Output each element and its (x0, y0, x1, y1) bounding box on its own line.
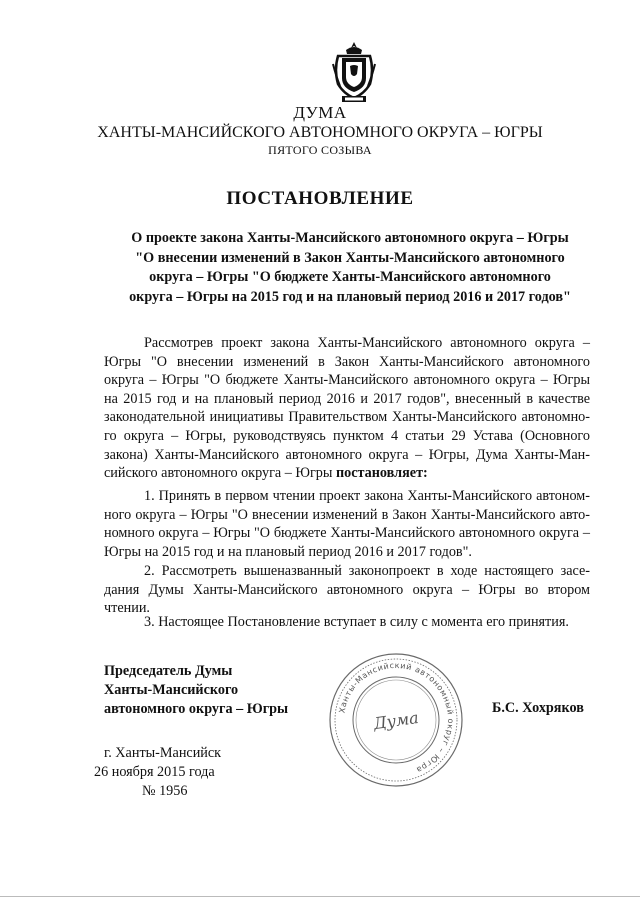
signatory-position-line: Ханты-Мансийского (104, 682, 239, 698)
decree-item-3 (104, 613, 590, 632)
text-line (104, 464, 590, 483)
org-name-line2: ХАНТЫ-МАНСИЙСКОГО АВТОНОМНОГО ОКРУГА – ЮГРЫ (97, 124, 543, 141)
document-title (100, 229, 600, 307)
text-line: ного округа – Югры "О внесении изменений в Закон Ханты-Мансийского авто- (104, 506, 590, 523)
text-line: округа – Югры "О бюджете Ханты-Мансийского автономного округа – Югры (104, 372, 590, 389)
place-of-issue: г. Ханты-Мансийск (104, 745, 222, 761)
decree-word: постановляет: (335, 465, 428, 482)
title-line: О проекте закона Ханты-Мансийского автономного округа – Югры (131, 230, 569, 246)
text-line: Югры на 2015 год и на плановый период 2016 и 2017 годов". (104, 543, 472, 560)
signatory-position (104, 662, 288, 719)
text-line: дания Думы Ханты-Мансийского автономного округа – Югры во втором (104, 581, 590, 598)
issue-date: 26 ноября 2015 года (94, 764, 215, 780)
stamp-center-text: Дума (372, 707, 420, 734)
text-line: 3. Настоящее Постановление вступает в силу с момента его принятия. (144, 614, 569, 630)
text-line: 1. Принять в первом чтении проект закона Ханты-Мансийского автоном- (144, 488, 590, 504)
text-line: 2. Рассмотреть вышеназванный законопроект в ходе настоящего засе- (144, 563, 590, 579)
title-line: округа – Югры "О бюджете Ханты-Мансийского автономного (149, 269, 551, 285)
scan-edge-line (0, 896, 640, 897)
text-line: Рассмотрев проект закона Ханты-Мансийского автономного округа – (144, 335, 590, 351)
org-name-line1: ДУМА (293, 103, 347, 122)
text-line: номного округа – Югры "О бюджете Ханты-Мансийского автономного округа – (104, 525, 590, 542)
text-line: го округа – Югры, руководствуясь пунктом 4 статьи 29 Устава (Основного (104, 427, 590, 444)
stamp-ring-text: Ханты-Мансийский автономный округ – Югра (337, 660, 456, 775)
round-seal-stamp (326, 650, 466, 790)
document-type-heading: ПОСТАНОВЛЕНИЕ (226, 188, 414, 209)
text-line: на 2015 год и на плановый период 2016 и 2017 годов", внесенный в качестве (104, 390, 590, 407)
text-line: Югры "О внесении изменений в Закон Ханты-Мансийского автономного (104, 353, 590, 370)
decree-item-1 (104, 487, 590, 561)
title-line: округа – Югры на 2015 год и на плановый период 2016 и 2017 годов" (129, 288, 571, 305)
preamble-paragraph (104, 334, 590, 483)
signatory-name: Б.С. Хохряков (492, 700, 584, 716)
text-line: законодательной инициативы Правительством Ханты-Мансийского автономно- (104, 409, 590, 426)
signatory-position-line: Председатель Думы (104, 663, 233, 679)
title-line: "О внесении изменений в Закон Ханты-Мансийского автономного (135, 249, 565, 266)
coat-of-arms-icon (330, 40, 378, 104)
text-line: чтении. (104, 600, 150, 617)
signatory-position-line: автономного округа – Югры (104, 701, 289, 717)
convocation-label: ПЯТОГО СОЗЫВА (268, 143, 372, 157)
document-number: № 1956 (142, 783, 188, 799)
text-line: закона) Ханты-Мансийского автономного округа – Югры, Дума Ханты-Ман- (104, 446, 590, 463)
decree-item-2 (104, 562, 590, 618)
preamble-last-text: сийского автономного округа – Югры (104, 465, 336, 482)
document-place-date (94, 744, 222, 801)
